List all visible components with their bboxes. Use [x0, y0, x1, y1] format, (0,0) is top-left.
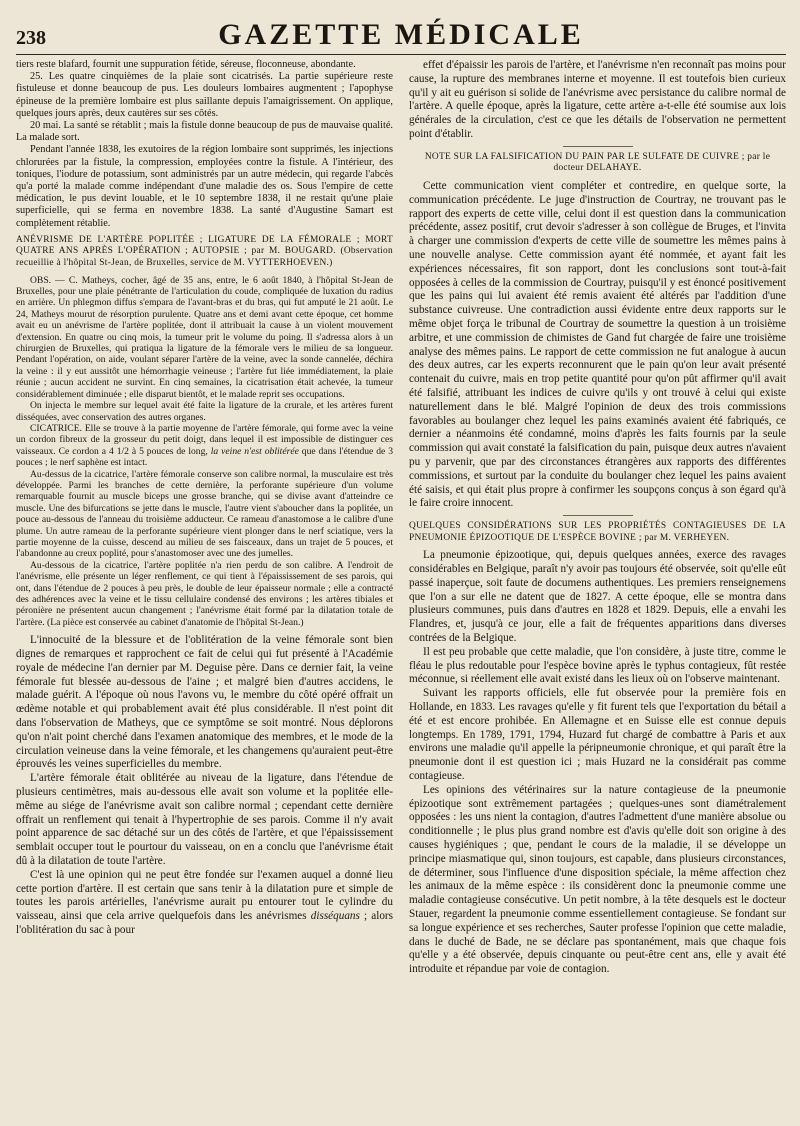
- paragraph: [16, 869, 393, 938]
- paragraph: OBS. — C. Matheys, cocher, âgé de 35 ans, entre, le 6 août 1840, à l'hôpital St-Jean de Bruxelles, pour une plaie pénétrante de l'articulation du coude, compliquée de luxation du radius en arrière. Un phlegmon diffus s'empara de l'avant-bras et du bras, qui fut amputé le 21 août. Le 24, Matheys mourut de résorption purulente. Quatre ans et demi avant cette époque, cet homme avait eu un anévrisme de l'artère poplitée, dont il attribuait la cause à un violent mouvement d'extension. En quatre ou cinq mois, la tumeur prit le volume du poing. Il s'adressa alors à un chirurgien de Bruxelles, qui pratiqua la ligature de la fémorale vers le milieu de sa longueur. Pendant l'opération, on aide, voulant séparer l'artère de la veine, avec la sonde cannelée, déchira la veine : il y eut aussitôt une hémorrhagie veineuse ; l'artère fut liée immédiatement, la plaie réunie ; aucun accident ne survint. En cinq semaines, la cicatrisation était achevée, la tumeur considérablement diminuée ; elle disparut bientôt, et le malade reprit ses occupations.: [16, 274, 393, 400]
- paragraph: Suivant les rapports officiels, elle fut observée pour la première fois en Hollande, en 1833. Les ravages qu'elle y fit furent tels que l'exportation du bétail a été et est encore prohibée. En Allemagne et en Suisse elle est connue depuis longtemps. En 1789, 1791, 1794, Huzard fut chargé de combattre à Paris et aux environs une maladie qu'il appelle la péripneumonie chronique, et qui paraît être la pneumonie dont il est question ici ; mais Huzard ne la considérait pas comme contagieuse.: [409, 687, 786, 783]
- paragraph: Au-dessous de la cicatrice, l'artère poplitée n'a rien perdu de son calibre. A l'endroit de l'anévrisme, elle présente un léger renflement, ce qui tient à l'épaississement de ses parois, qui ont, dans l'étendue de 2 pouces à peu près, le double de leur épaisseur normale ; elle a contracté des adhérences avec la veine et le tissu cellulaire condensé des environs ; les artères tibiales et péronière ne présentent aucun changement ; l'anévrisme était formé par la dilatation totale de l'artère. (La pièce est conservée au cabinet d'anatomie de l'hôpital St-Jean.): [16, 559, 393, 628]
- section-separator: [563, 146, 633, 147]
- article-title: QUELQUES CONSIDÉRATIONS SUR LES PROPRIÉTÉS CONTAGIEUSES DE LA PNEUMONIE ÉPIZOOTIQUE DE L'ESPÈCE BOVINE ; par M. VERHEYEN.: [409, 521, 786, 543]
- emphasis: disséquans: [310, 910, 360, 923]
- text-columns: [16, 59, 786, 1124]
- left-column: [16, 59, 393, 1124]
- paragraph: [16, 423, 393, 469]
- paragraph: La pneumonie épizootique, qui, depuis quelques années, exerce des ravages considérables en Belgique, paraît n'y avoir pas toujours été observée, soit qu'elle eût passé inaperçue, soit faute de documens authentiques. Les premiers renseignemens que l'on a sur elle ne datent que de 1827. A cette époque, elle se montra dans plusieurs communes, puis dans d'autres en 1828 et 1829. Depuis, elle a envahi les Flandres, et, jusqu'à ce jour, elle a fait de fréquentes apparitions dans diverses contrées de la Belgique.: [409, 549, 786, 645]
- paragraph: On injecta le membre sur lequel avait été faite la ligature de la crurale, et les artères furent disséquées, avec conservation des autres organes.: [16, 400, 393, 423]
- emphasis: la veine n'est oblitérée: [210, 445, 299, 457]
- text-run: que dans l'étendue de 3 pouces ; le nerf saphène est intact.: [16, 445, 393, 469]
- paragraph: Pendant l'année 1838, les exutoires de la région lombaire sont supprimés, les injections chlorurées par la fistule, la compression, employées contre la fistule. A l'intérieur, des toniques, l'iodure de potassium, sont administrés par un autre médecin, qui regarde l'abcès qu'a porté la malade comme indépendant d'une maladie des os. Sous l'empire de cette médication, le pus devint louable, et le 10 septembre 1838, il ne restait qu'une plaie superficielle, qui se ferma en novembre 1838. La santé d'Augustine Samart est complètement rétablie.: [16, 144, 393, 229]
- paragraph: Les opinions des vétérinaires sur la nature contagieuse de la pneumonie épizootique sont extrêmement partagées ; quelques-unes sont diamétralement opposées : les uns nient la contagion, d'autres l'admettent d'une manière absolue ou conditionnelle ; le plus plus grand nombre est d'avis qu'elle doit son origine à des causes hygiéniques ; que, pendant le cours de la maladie, il se développe un principe miasmatique qui, sinon toujours, est capable, dans plusieurs circonstances, de déterminer, sous l'influence d'une disposition spéciale, la même affection chez les animaux de la même espèce : ils considèrent donc la pneumonie comme une maladie contagieuse consécutive. Un petit nombre, à la tête desquels est le docteur Stauer, regardent la pneumonie comme essentiellement contagieuse. Se fondant sur sa longue expérience et ses recherches, Sauter professe l'opinion que cette maladie, dans le duché de Bade, ne se déclare pas spontanément, mais que chaque fois qu'elle y a été observée, depuis cinquante ou peut-être cent ans, elle y avait été introduite et répandue par voie de contagion.: [409, 783, 786, 976]
- note-title: NOTE SUR LA FALSIFICATION DU PAIN PAR LE SULFATE DE CUIVRE ; par le docteur DELAHAYE.: [424, 151, 771, 174]
- paragraph: 20 mai. La santé se rétablit ; mais la fistule donne beaucoup de pus de mauvaise qualité. La malade sort.: [16, 120, 393, 144]
- paragraph: Il est peu probable que cette maladie, que l'on considère, à juste titre, comme le fléau le plus redoutable pour l'espèce bovine après le typhus contagieux, fût restée méconnue, si réellement elle avait existé dans les lieux où on l'observe maintenant.: [409, 645, 786, 686]
- paragraph: Cette communication vient compléter et contredire, en quelque sorte, la communication précédente. Le juge d'instruction de Courtray, ne trouvant pas le rapport des experts de cette ville, celui dont il est question dans la communication précédente, assez positif, crut devoir s'adresser à son collègue de Bruges, et l'invita à charger une commission d'experts de cette ville de soumettre les mêmes pains à une nouvelle analyse. Cette commission ayant été nommée, et ayant fait les expériences nécessaires, fit son rapport, dont les conclusions sont tout-à-fait opposées à celles de la commission de Courtray, puisqu'il y est énoncé positivement que les pains qui lui avaient été remis avaient été altérés par l'addition d'une substance cuivreuse. Une contradiction aussi évidente entre deux rapports sur le même objet força le tribunal de Courtray de soumettre la question à un troisième arbitre, et une commission de chimistes de Gand fut chargée de faire une troisième analyse des mêmes pains. Le rapport de cette commission ne fut analogue à aucun des deux autres, car les experts reconnurent que le pain qu'on leur avait présenté contenait du cuivre, mais en trop petite quantité pour qu'on pût affirmer qu'il avait été falsifié, attribuant les indices de cuivre qu'ils y ont trouvé à celui qui existe naturellement dans le blé. Malgré l'opinion de deux des trois commissions favorables au boulanger chez lequel les pains examinés avaient été fabriqués, ce dernier a néanmoins été condamné, moins d'après les faits fournis par la seule commission qui avait constaté la falsification du pain, puisque deux autres n'avaient pu y parvenir, que par des circonstances étrangères aux rapports des différentes commissions, et surtout par la conduite du boulanger chez lequel les pains avaient été saisis, et qui était plus propre à confirmer les soupçons conçus à son égard qu'à le faire croire innocent.: [409, 179, 786, 510]
- text-run: ; alors l'oblitération du sac à pour: [16, 910, 393, 936]
- paragraph: effet d'épaissir les parois de l'artère, et l'anévrisme n'en reconnaît pas moins pour cause, la rupture des membranes interne et moyenne. Il est toutefois bien curieux qu'il y ait eu guérison si solide de l'anévrisme avec persistance du calibre normal de l'artère. A quelle époque, après la ligature, cette artère a-t-elle été soumise aux lois générales de la circulation, c'est ce que les détails de l'observation ne permettent point d'établir.: [409, 59, 786, 140]
- journal-title: GAZETTE MÉDICALE: [218, 18, 584, 51]
- paragraph: tiers reste blafard, fournit une suppuration fétide, séreuse, floconneuse, abondante.: [16, 59, 356, 70]
- paragraph: L'artère fémorale était oblitérée au niveau de la ligature, dans l'étendue de plusieurs centimètres, mais au-dessous elle avait son volume et la poplitée elle-même au siége de l'anévrisme avait son calibre normal ; cependant cette dernière offrait un renflement qui tenait à l'hypertrophie de ses parois. Comme il n'y avait point apparence de sac détaché sur un des côtés de l'artère, et que l'épaississement semblait occuper tout le pourtour du vaisseau, on en a conclu que l'anévrisme était dû à la dilatation de toute l'artère.: [16, 772, 393, 867]
- paragraph: 25. Les quatre cinquièmes de la plaie sont cicatrisés. La partie supérieure reste fistuleuse et donne beaucoup de pus. Les douleurs lombaires augmentent ; l'apophyse épineuse de la première lombaire est plus saillante depuis l'amaigrissement. On applique, quelques jours après, deux cautères sur ses côtés.: [16, 71, 393, 119]
- paragraph: Au-dessus de la cicatrice, l'artère fémorale conserve son calibre normal, la musculaire est très développée. Parmi les branches de cette dernière, la perforante supérieure d'un volume remarquable fournit au muscle biceps une grosse branche, qui se divise avant d'atteindre ce muscle. Une des bifurcations se jette dans le muscle, l'autre vient s'aboucher dans la poplitée, un pouce au-dessous de l'anneau du troisième adducteur. Ce rameau d'anastomose a le calibre d'une plume. Un autre rameau de la perforante supérieure vient plonger dans le nerf sciatique, vers la partie moyenne de la cuisse, descend au milieu de ses faisceaux, dans un trajet de 5 pouces, et l'abandonne au creux poplité, pour s'anastomoser avec une des jumelles.: [16, 468, 393, 560]
- page-number: 238: [16, 27, 46, 49]
- paragraph: L'innocuité de la blessure et de l'oblitération de la veine fémorale sont bien dignes de remarques et rapprochent ce fait de celui qui fut présenté à l'Académie royale de médecine l'an dernier par M. Deguise père. Dans ce dernier fait, la veine fémorale fut blessée au-dessous de l'aine ; et malgré bien d'autres accidens, le malade guérit. A l'époque où nous l'avons vu, le membre du côté opéré offrait un œdème notable et qui probablement avait été plus considérable. Il n'est point dit dans l'observation de Matheys, que ce symptôme se soit montré. Nous déplorons qu'on n'ait point cherché dans l'examen anatomique des membres, et le mode de la circulation veineuse dans la veine fémorale, et les changemens qu'auraient peut-être éprouvés les veines superficielles du membre.: [16, 634, 393, 771]
- text-run: CICATRICE. Elle se trouve à la partie moyenne de l'artère fémorale, qui forme avec la veine un cordon fibreux de la grosseur du petit doigt, dans lequel il est impossible de distinguer ces vaisseaux. Ce cordon a 4 1/2 à 5 pouces de long,: [16, 422, 393, 457]
- text-run: C'est là une opinion qui ne peut être fondée sur l'examen auquel a donné lieu cette portion d'artère. Il est certain que sans tenir à la dilatation pure et simple de toutes les parois artérielles, l'anévrisme aurait pu entourer tout le cylindre du vaisseau, ainsi que cela arrive quelquefois dans les anévrismes: [16, 868, 393, 923]
- page-header: [16, 10, 786, 55]
- section-separator: [563, 515, 633, 516]
- article-title: ANÉVRISME DE L'ARTÈRE POPLITÉE ; LIGATURE DE LA FÉMORALE ; MORT QUATRE ANS APRÈS L'OPÉRATION ; AUTOPSIE ; par M. BOUGARD. (Observation recueillie à l'hôpital St-Jean, de Bruxelles, service de M. VYTTERHOEVEN.): [16, 234, 393, 269]
- right-column: [409, 59, 786, 1124]
